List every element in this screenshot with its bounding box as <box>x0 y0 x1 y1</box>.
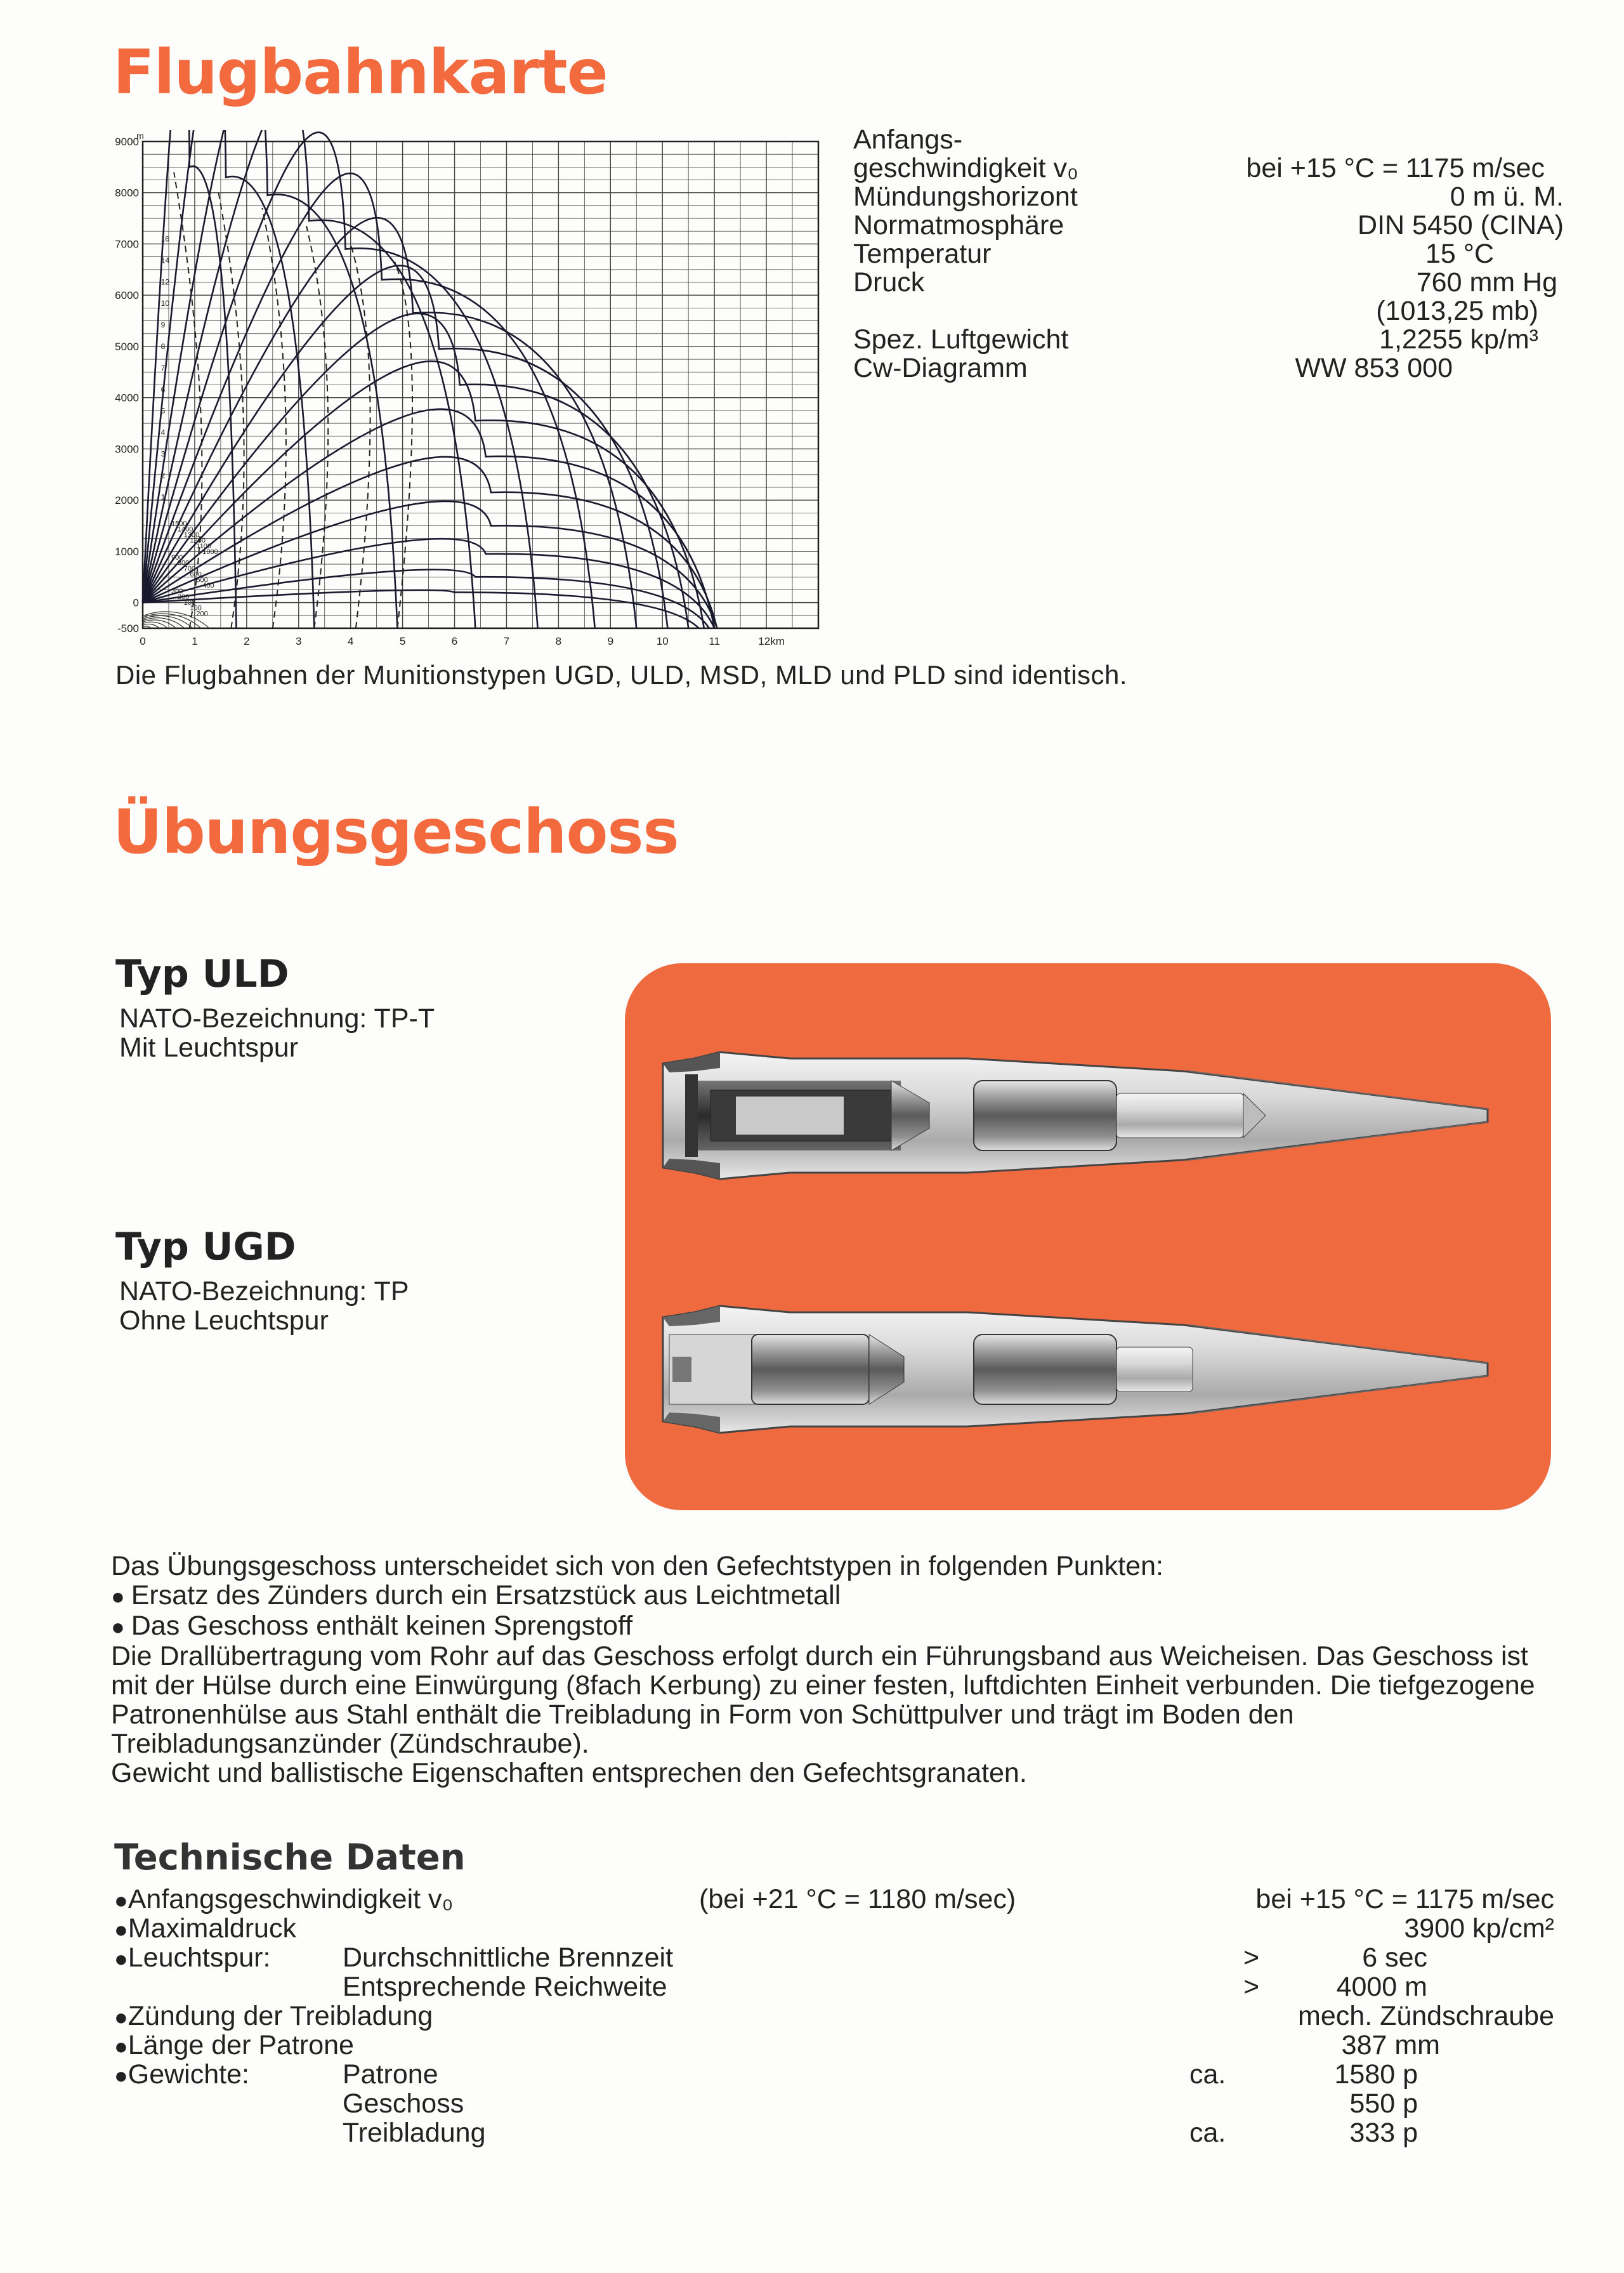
param-value: 0 m ü. M. <box>1450 181 1564 212</box>
x-tick-label: 12km <box>758 635 785 647</box>
param-label: geschwindigkeit v₀ <box>853 153 1078 183</box>
tech-value: 3900 kp/cm² <box>1404 1913 1554 1944</box>
tech-label <box>114 1913 296 1944</box>
projectile-uld-icon <box>663 1052 1488 1179</box>
time-isoline <box>395 262 412 628</box>
projectile-illustration-panel <box>625 963 1551 1510</box>
x-tick-label: 11 <box>709 635 720 647</box>
trajectory-chart <box>95 130 825 650</box>
param-label: Anfangs- <box>853 124 963 155</box>
y-tick-label: 9000 <box>115 136 139 148</box>
tech-value: 1580 p <box>1334 2059 1418 2090</box>
x-tick-label: 3 <box>296 635 302 647</box>
section-title-flugbahnkarte: Flugbahnkarte <box>113 37 608 108</box>
elevation-label: 3 <box>160 449 166 459</box>
param-row <box>853 211 1564 240</box>
param-row <box>853 183 1564 211</box>
mil-label: 200 <box>177 593 190 601</box>
description-paragraph: Gewicht und ballistische Eigenschaften entsprechen den Gefechtsgranaten. <box>111 1758 1027 1788</box>
fan-arc <box>143 614 201 628</box>
trajectory-curve <box>143 501 717 628</box>
tech-value: 6 sec <box>1362 1942 1427 1973</box>
tech-label <box>114 2059 249 2090</box>
mil-label: 1000 <box>202 548 218 556</box>
tech-row <box>114 1943 1554 1972</box>
x-tick-label: 5 <box>399 635 406 647</box>
tech-row <box>114 2001 1554 2031</box>
elevation-label: 9 <box>160 320 166 330</box>
section-title-uebungsgeschoss: Übungsgeschoss <box>113 796 679 867</box>
x-tick-label: 8 <box>555 635 562 647</box>
elevation-label: 14 <box>160 256 170 265</box>
tech-label <box>114 2001 433 2032</box>
param-row <box>853 326 1564 354</box>
y-tick-label: 0 <box>133 596 139 609</box>
type-uld-title: Typ ULD <box>115 952 289 996</box>
tech-value: bei +15 °C = 1175 m/sec <box>1255 1884 1554 1914</box>
param-label: Druck <box>853 267 925 298</box>
mil-label: 1400 <box>177 525 193 534</box>
param-row <box>853 268 1564 297</box>
mil-label: 700 <box>183 565 196 573</box>
x-tick-label: 0 <box>140 635 146 647</box>
tech-sublabel: Entsprechende Reichweite <box>343 1972 667 2002</box>
tech-label-text: ● Leuchtspur: <box>128 1942 271 1973</box>
param-value: DIN 5450 (CINA) <box>1358 210 1564 240</box>
tech-value: 4000 m <box>1336 1972 1427 2002</box>
tech-row <box>114 1885 1554 1914</box>
param-label: Cw-Diagramm <box>853 353 1028 383</box>
tech-sublabel: Treibladung <box>343 2118 486 2148</box>
mil-label: 600 <box>190 570 202 579</box>
trajectory-curve <box>143 313 688 628</box>
tech-ca: ca. <box>1189 2118 1226 2148</box>
mil-label: 300 <box>171 588 183 596</box>
x-tick-label: 7 <box>503 635 510 647</box>
x-tick-label: 1 <box>192 635 198 647</box>
projectile-ugd-icon <box>663 1306 1488 1433</box>
x-tick-label: 9 <box>607 635 614 647</box>
param-label: Spez. Luftgewicht <box>853 324 1069 355</box>
type-uld-nato: NATO-Bezeichnung: TP-T <box>119 1003 435 1034</box>
type-uld-note: Mit Leuchtspur <box>119 1032 299 1063</box>
tech-value: 550 p <box>1349 2088 1418 2119</box>
x-tick-label: 10 <box>656 635 669 647</box>
tech-label <box>114 2030 354 2061</box>
elevation-label: 7 <box>160 363 166 372</box>
elevation-label: 4 <box>160 428 166 437</box>
y-tick-label: 7000 <box>115 238 139 251</box>
tech-data-title: Technische Daten <box>114 1837 466 1878</box>
tech-row <box>114 1972 1554 2001</box>
param-value: (1013,25 mb) <box>1376 296 1538 326</box>
tech-sublabel: Patrone <box>343 2059 438 2090</box>
elevation-label: 2 <box>160 471 166 480</box>
param-row <box>853 297 1564 326</box>
y-tick-label: 8000 <box>115 187 139 199</box>
bullet-text: Das Geschoss enthält keinen Sprengstoff <box>131 1611 633 1641</box>
mil-label: 100 <box>190 604 202 612</box>
mil-label: 1500 <box>171 520 187 528</box>
type-ugd-note: Ohne Leuchtspur <box>119 1305 329 1336</box>
trajectory-chart-svg <box>95 130 825 650</box>
y-tick-label: 1000 <box>115 545 139 558</box>
projectile-illustration <box>625 963 1551 1510</box>
x-tick-label: 4 <box>347 635 354 647</box>
elevation-label: 6 <box>160 385 166 394</box>
tech-ca: ca. <box>1189 2059 1226 2090</box>
param-label: Mündungshorizont <box>853 181 1078 212</box>
tech-label <box>114 1942 271 1973</box>
tech-label-text: ● Gewichte: <box>128 2059 249 2090</box>
param-value: 760 mm Hg <box>1416 267 1557 298</box>
mil-label: 200 <box>196 610 208 618</box>
elevation-label: 16 <box>160 234 170 244</box>
ballistic-parameters <box>853 126 1564 383</box>
mil-label: 1300 <box>183 531 200 539</box>
param-row <box>853 240 1564 268</box>
y-tick-label: -500 <box>117 623 139 635</box>
y-unit-label: m <box>136 131 144 141</box>
elevation-label: 1 <box>160 492 166 502</box>
tech-row <box>114 2118 1554 2147</box>
tech-value-alt: (bei +21 °C = 1180 m/sec) <box>699 1884 1016 1914</box>
y-tick-label: 5000 <box>115 340 139 353</box>
trajectory-curve <box>143 130 475 628</box>
mil-label: 100 <box>183 598 196 607</box>
param-value: 15 °C <box>1425 239 1494 269</box>
tech-label-text: ● Zündung der Treibladung <box>128 2001 433 2031</box>
tech-sublabel: Geschoss <box>343 2088 464 2119</box>
tech-label <box>114 1884 454 1915</box>
mil-label: 400 <box>202 582 214 590</box>
tech-value: 333 p <box>1349 2118 1418 2148</box>
param-row <box>853 126 1564 154</box>
elevation-label: 8 <box>160 341 166 351</box>
tech-row <box>114 2031 1554 2060</box>
type-ugd-title: Typ UGD <box>115 1225 296 1269</box>
param-label: Temperatur <box>853 239 992 269</box>
elevation-label: 5 <box>160 406 166 416</box>
chart-caption: Die Flugbahnen der Munitionstypen UGD, ULD, MSD, MLD und PLD sind identisch. <box>115 660 1128 690</box>
y-tick-label: 3000 <box>115 443 139 456</box>
mil-label: 900 <box>171 553 183 562</box>
mil-label: 800 <box>177 559 190 567</box>
param-value: WW 853 000 <box>1295 353 1453 383</box>
tech-sublabel: Durchschnittliche Brennzeit <box>343 1942 674 1973</box>
tech-compare: > <box>1243 1942 1260 1973</box>
tech-row <box>114 1914 1554 1943</box>
x-tick-label: 2 <box>244 635 250 647</box>
mil-label: 1100 <box>196 543 212 551</box>
param-row <box>853 354 1564 383</box>
description <box>111 1552 1557 1788</box>
elevation-label: 12 <box>160 277 170 287</box>
y-tick-label: 6000 <box>115 289 139 302</box>
tech-label-text: ● Maximaldruck <box>128 1913 296 1944</box>
description-bullet <box>111 1581 1557 1611</box>
tech-compare: > <box>1243 1972 1260 2002</box>
tech-row <box>114 2089 1554 2118</box>
mil-label: 1200 <box>190 537 206 545</box>
tech-value: 387 mm <box>1341 2030 1440 2060</box>
description-paragraph: Die Drallübertragung vom Rohr auf das Geschoss erfolgt durch ein Führungsband aus Weicheisen. Das Geschoss ist mit der Hülse durch eine Einwürgung (8fach Kerbung) zu einer festen, luftdichten Einheit verbunden. Die tiefgezogene Patronenhülse aus Stahl enthält die Treibladung in Form von Schüttpulver und trägt im Boden den Treibladungsanzünder (Zündschraube). <box>111 1641 1535 1759</box>
x-tick-label: 6 <box>451 635 458 647</box>
tech-value: mech. Zündschraube <box>1298 2001 1554 2031</box>
tech-label-text: ● Länge der Patrone <box>128 2030 354 2060</box>
description-intro: Das Übungsgeschoss unterscheidet sich von den Gefechtstypen in folgenden Punkten: <box>111 1551 1163 1581</box>
tech-data-table <box>114 1885 1554 2147</box>
tech-label-text: ● Anfangsgeschwindigkeit v₀ <box>128 1884 454 1914</box>
trajectory-curve <box>143 590 699 628</box>
param-row <box>853 154 1564 183</box>
trajectory-curve <box>143 361 704 628</box>
param-label: Normatmosphäre <box>853 210 1064 240</box>
elevation-label: 10 <box>160 299 170 308</box>
mil-label: 500 <box>196 576 208 584</box>
param-value: bei +15 °C = 1175 m/sec <box>1246 153 1545 183</box>
type-ugd-nato: NATO-Bezeichnung: TP <box>119 1276 409 1307</box>
tech-row <box>114 2060 1554 2089</box>
bullet-text: Ersatz des Zünders durch ein Ersatzstück aus Leichtmetall <box>131 1580 841 1611</box>
y-tick-label: 4000 <box>115 392 139 404</box>
description-bullet <box>111 1611 1557 1642</box>
param-value: 1,2255 kp/m³ <box>1379 324 1538 355</box>
y-tick-label: 2000 <box>115 494 139 507</box>
